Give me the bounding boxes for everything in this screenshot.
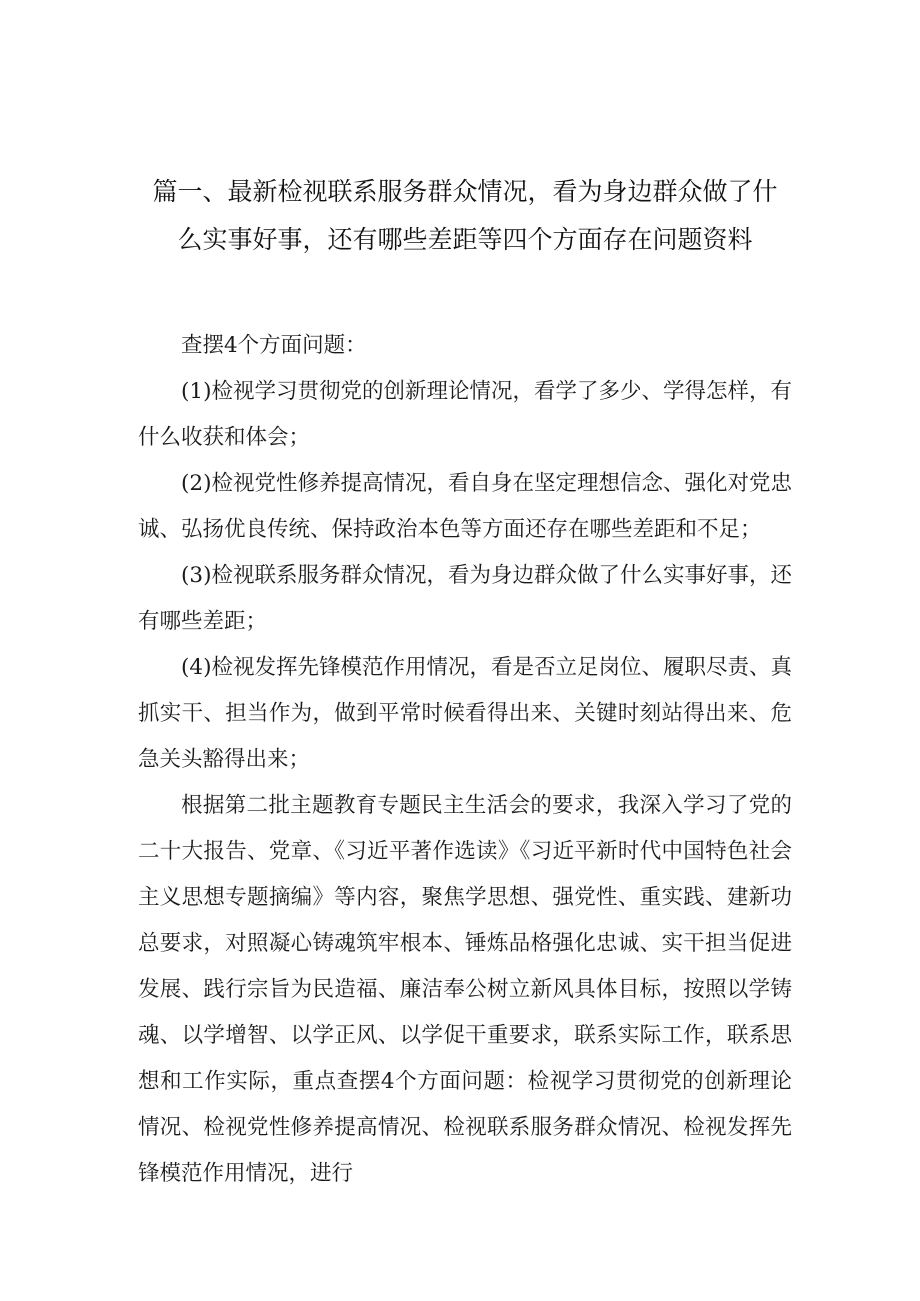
document-title xyxy=(138,168,792,264)
paragraph-main: 根据第二批主题教育专题民主生活会的要求，我深入学习了党的二十大报告、党章、《习近平著作选读》《习近平新时代中国特色社会主义思想专题摘编》等内容，聚焦学思想、强党性、重实践、建新功总要求，对照凝心铸魂筑牢根本、锤炼品格强化忠诚、实干担当促进发展、践行宗旨为民造福、廉洁奉公树立新风具体目标，按照以学铸魂、以学增智、以学正风、以学促干重要求，联系实际工作，联系思想和工作实际，重点查摆4个方面问题：检视学习贯彻党的创新理论情况、检视党性修养提高情况、检视联系服务群众情况、检视发挥先锋模范作用情况，进行 xyxy=(138,793,792,1186)
document-body xyxy=(138,323,792,1197)
title-line-1: 篇一、最新检视联系服务群众情况，看为身边群众做了什 xyxy=(152,177,778,206)
paragraph-item-1: (1)检视学习贯彻党的创新理论情况，看学了多少、学得怎样，有什么收获和体会； xyxy=(138,379,792,450)
title-line-2: 么实事好事，还有哪些差距等四个方面存在问题资料 xyxy=(177,225,753,254)
paragraph-item-2: (2)检视党性修养提高情况，看自身在坚定理想信念、强化对党忠诚、弘扬优良传统、保持政治本色等方面还存在哪些差距和不足； xyxy=(138,471,792,542)
paragraph-item-3: (3)检视联系服务群众情况，看为身边群众做了什么实事好事，还有哪些差距； xyxy=(138,563,792,634)
paragraph-item-4: (4)检视发挥先锋模范作用情况，看是否立足岗位、履职尽责、真抓实干、担当作为，做到平常时候看得出来、关键时刻站得出来、危急关头豁得出来； xyxy=(138,655,792,772)
paragraph-intro: 查摆4个方面问题： xyxy=(181,333,367,358)
